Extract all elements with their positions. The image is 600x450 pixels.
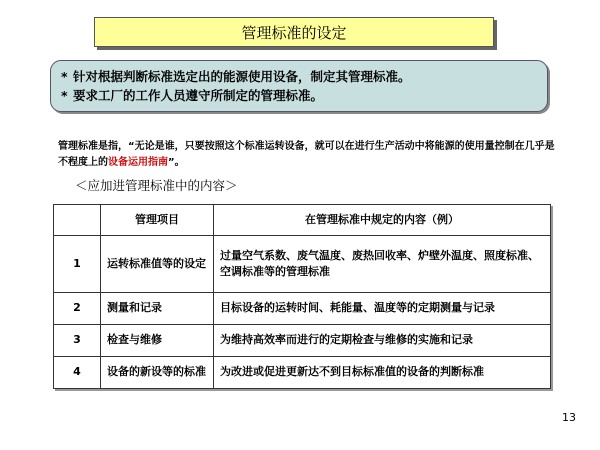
- definition-text-before: 管理标准是指，“无论是谁，只要按照这个标准运转设备，就可以在进行生产活动中将能源的使用量控制在几乎是不程度上的: [58, 141, 555, 168]
- row-content: 过量空气系数、废气温度、废热回收率、炉壁外温度、照度标准、空调标准等的管理标准: [214, 236, 551, 293]
- table-row: [54, 324, 551, 356]
- key-point-2-text: 要求工厂的工作人员遵守所制定的管理标准。: [73, 88, 324, 103]
- row-content: 目标设备的运转时间、耗能量、温度等的定期测量与记录: [214, 292, 551, 324]
- row-number: 4: [54, 356, 101, 388]
- asterisk-bullet-icon: *: [61, 88, 68, 103]
- row-content: 为改进或促进更新达不到目标标准值的设备的判断标准: [214, 356, 551, 388]
- definition-paragraph: [58, 139, 558, 171]
- key-point-1: [61, 67, 537, 86]
- row-item: 测量和记录: [101, 292, 214, 324]
- row-number: 2: [54, 292, 101, 324]
- table-row: [54, 356, 551, 388]
- management-standard-table: [53, 204, 551, 389]
- key-points-callout: [50, 60, 548, 112]
- row-content: 为维持高效率而进行的定期检查与维修的实施和记录: [214, 324, 551, 356]
- row-number: 3: [54, 324, 101, 356]
- table-header-item: 管理项目: [101, 205, 214, 236]
- slide-title-text: 管理标准的设定: [241, 23, 347, 42]
- row-item: 检查与维修: [101, 324, 214, 356]
- page-number: 13: [562, 411, 576, 424]
- asterisk-bullet-icon: *: [61, 69, 68, 84]
- table-header-no: [54, 205, 101, 236]
- slide-title: [94, 17, 494, 47]
- section-subheading: ＜应加进管理标准中的内容＞: [75, 178, 238, 193]
- key-point-2: [61, 86, 537, 105]
- row-number: 1: [54, 236, 101, 293]
- key-point-1-text: 针对根据判断标准选定出的能源使用设备，制定其管理标准。: [73, 69, 411, 84]
- row-item: 运转标准值等的设定: [101, 236, 214, 293]
- table-row: [54, 292, 551, 324]
- table-header-content: 在管理标准中规定的内容（例）: [214, 205, 551, 236]
- table-row: [54, 236, 551, 293]
- table-header-row: [54, 205, 551, 236]
- definition-highlight: 设备运用指南: [108, 157, 168, 168]
- row-item: 设备的新设等的标准: [101, 356, 214, 388]
- definition-text-after: ”。: [168, 157, 185, 168]
